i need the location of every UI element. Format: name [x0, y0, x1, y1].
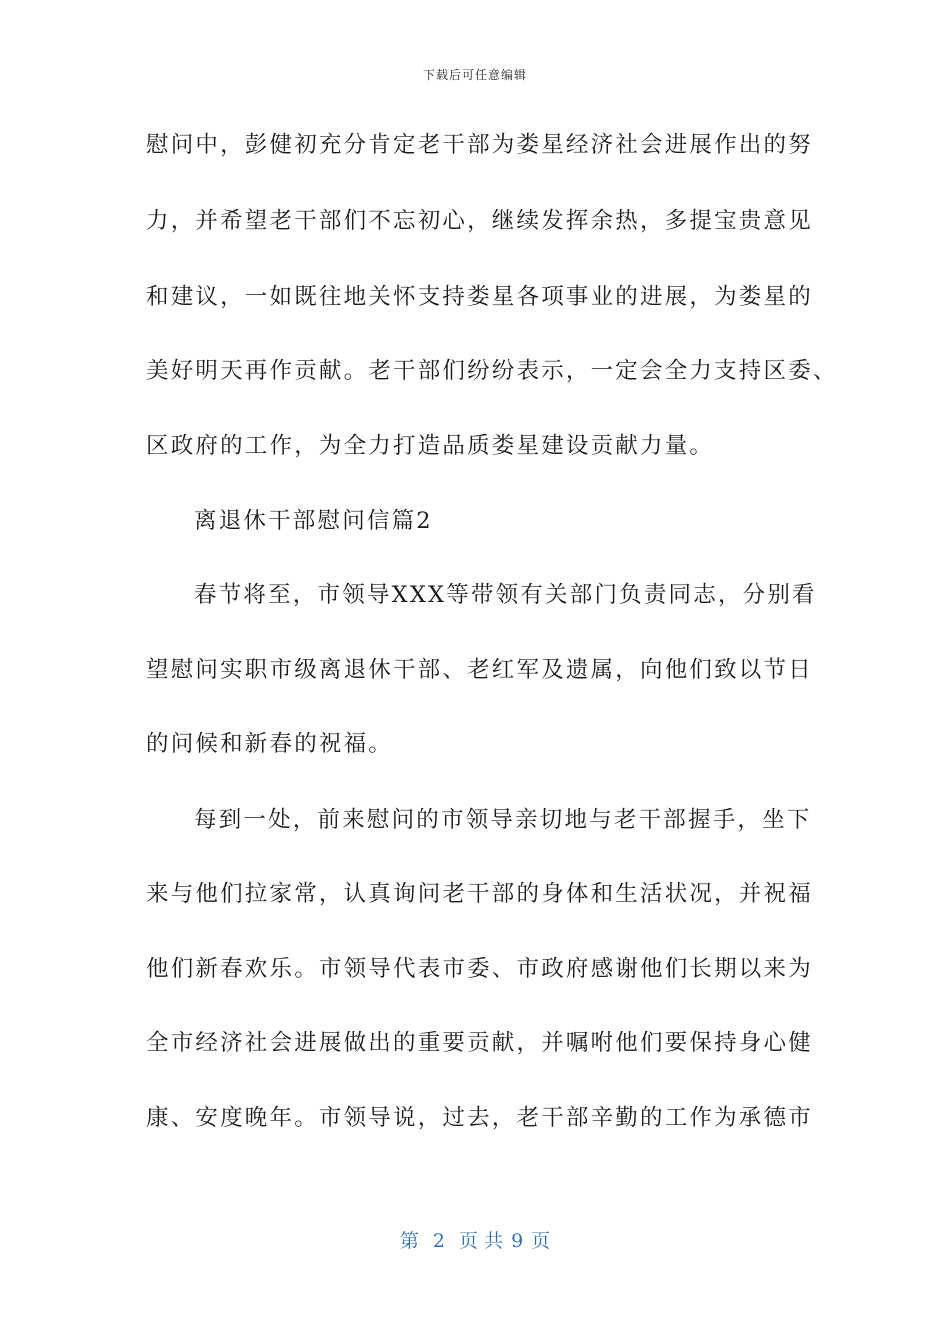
- total-pages-number: 9: [511, 1230, 524, 1252]
- text-line: 力，并希望老干部们不忘初心，继续发挥余热，多提宝贵意见: [146, 208, 813, 234]
- page-footer: [0, 1226, 950, 1253]
- page-label-suffix: 页: [531, 1230, 551, 1252]
- header-note: 下载后可任意编辑: [422, 68, 527, 82]
- current-page-number: 2: [432, 1230, 445, 1252]
- page-label-prefix: 第: [399, 1230, 419, 1252]
- text-line: 来与他们拉家常，认真询问老干部的身体和生活状况，并祝福: [146, 881, 813, 907]
- text-line: 全市经济社会进展做出的重要贡献，并嘱咐他们要保持身心健: [146, 1030, 813, 1056]
- page-label-mid: 页 共: [459, 1230, 504, 1252]
- text-line: 的问候和新春的祝福。: [146, 731, 394, 757]
- text-line: 区政府的工作，为全力打造品质娄星建设贡献力量。: [146, 433, 715, 459]
- text-line: 春节将至，市领导XXX等带领有关部门负责同志，分别看: [194, 582, 817, 608]
- text-line: 康、安度晚年。市领导说，过去，老干部辛勤的工作为承德市: [146, 1105, 813, 1131]
- text-line: 每到一处，前来慰问的市领导亲切地与老干部握手，坐下: [194, 807, 812, 833]
- text-line: 他们新春欢乐。市领导代表市委、市政府感谢他们长期以来为: [146, 956, 813, 982]
- text-line: 望慰问实职市级离退休干部、老红军及遗属，向他们致以节日: [146, 657, 813, 683]
- text-line: 美好明天再作贡献。老干部们纷纷表示，一定会全力支持区委、: [146, 358, 838, 384]
- section-heading: 离退休干部慰问信篇2: [194, 508, 433, 534]
- text-line: 和建议，一如既往地关怀支持娄星各项事业的进展，为娄星的: [146, 284, 813, 310]
- text-line: 慰问中，彭健初充分肯定老干部为娄星经济社会进展作出的努: [146, 132, 813, 158]
